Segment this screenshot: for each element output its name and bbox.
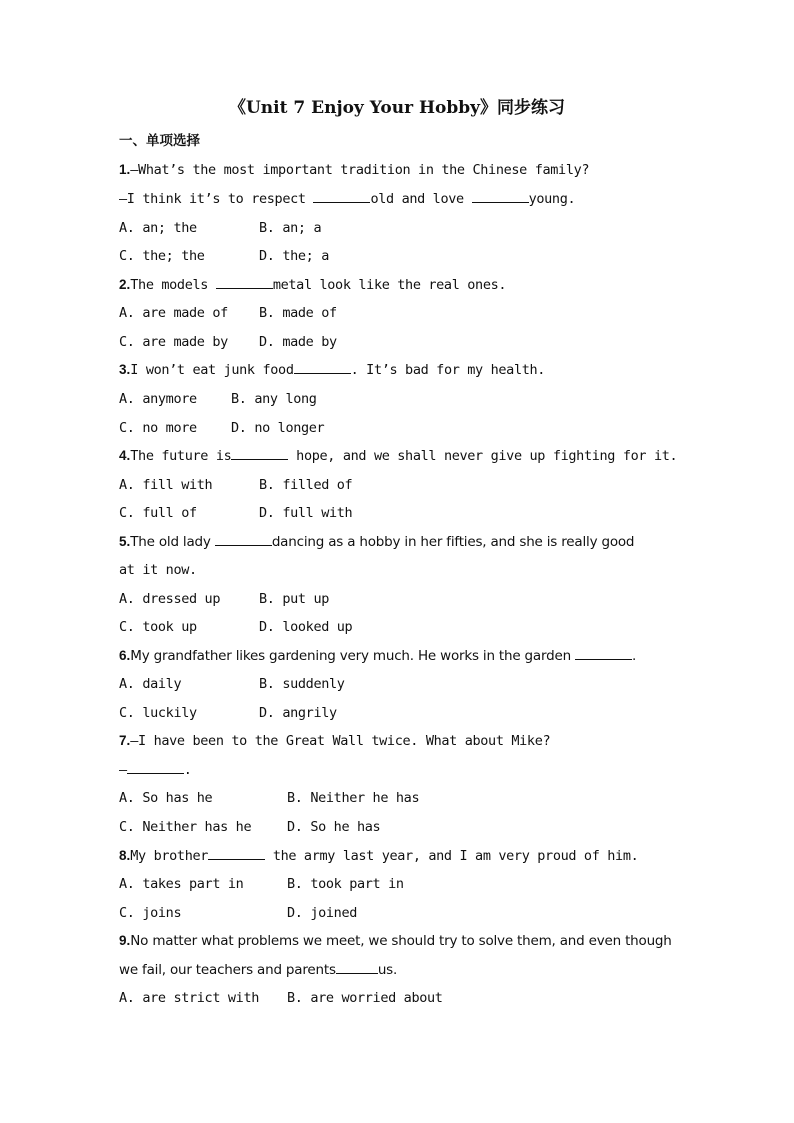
page-title: 《Unit 7 Enjoy Your Hobby》同步练习 [228, 98, 566, 118]
question-4-stem: 4.The future is hope, and we shall never give up fighting for it. [119, 444, 677, 468]
option-b[interactable]: B. put up [259, 591, 329, 607]
option-d[interactable]: D. made by [259, 334, 337, 350]
option-b[interactable]: B. filled of [259, 477, 353, 493]
question-number: 1. [119, 162, 131, 177]
question-9-stem-line-2: we fail, our teachers and parents us. [119, 958, 397, 982]
question-6-stem: 6.My grandfather likes gardening very much. He works in the garden . [119, 644, 636, 668]
question-number: 3. [119, 362, 131, 377]
question-7-stem-line-2: — . [119, 758, 192, 782]
question-1-stem-line-1: 1.—What’s the most important tradition in the Chinese family? [119, 162, 590, 178]
question-5-stem-line-1: 5.The old lady dancing as a hobby in her fifties, and she is really good [119, 530, 634, 554]
option-d[interactable]: D. joined [287, 905, 357, 921]
answer-blank[interactable] [216, 273, 273, 289]
option-d[interactable]: D. looked up [259, 619, 353, 635]
section-heading: 一、单项选择 [119, 133, 200, 149]
option-b[interactable]: B. an; a [259, 220, 322, 236]
option-d[interactable]: D. the; a [259, 248, 329, 264]
question-number: 2. [119, 277, 131, 292]
question-1-options-row-2 [119, 244, 329, 268]
question-6-options-row-1 [119, 672, 345, 696]
option-b[interactable]: B. any long [231, 391, 317, 407]
answer-blank[interactable] [575, 644, 632, 660]
question-3-options-row-2 [119, 416, 324, 440]
option-d[interactable]: D. full with [259, 505, 353, 521]
option-b[interactable]: B. suddenly [259, 676, 345, 692]
question-9-options-row-1 [119, 986, 443, 1010]
answer-blank[interactable] [208, 844, 265, 860]
option-b[interactable]: B. Neither he has [287, 790, 420, 806]
option-b[interactable]: B. are worried about [287, 990, 443, 1006]
question-1-options-row-1 [119, 216, 321, 240]
question-number: 6. [119, 648, 131, 663]
option-a[interactable]: A. fill with [119, 477, 213, 493]
question-4-options-row-2 [119, 501, 352, 525]
option-d[interactable]: D. no longer [231, 420, 325, 436]
option-a[interactable]: A. anymore [119, 391, 197, 407]
option-c[interactable]: C. are made by [119, 334, 228, 350]
question-3-options-row-1 [119, 387, 317, 411]
option-d[interactable]: D. So he has [287, 819, 381, 835]
question-8-stem: 8.My brother the army last year, and I am very proud of him. [119, 844, 638, 868]
question-7-options-row-1 [119, 786, 419, 810]
option-b[interactable]: B. took part in [287, 876, 404, 892]
option-c[interactable]: C. luckily [119, 705, 197, 721]
option-c[interactable]: C. took up [119, 619, 197, 635]
option-d[interactable]: D. angrily [259, 705, 337, 721]
question-number: 9. [119, 933, 131, 948]
option-a[interactable]: A. are made of [119, 305, 228, 321]
answer-blank[interactable] [215, 530, 272, 546]
option-c[interactable]: C. the; the [119, 248, 205, 264]
question-5-stem-line-2: at it now. [119, 562, 197, 578]
question-2-options-row-1 [119, 301, 337, 325]
question-2-options-row-2 [119, 330, 337, 354]
option-a[interactable]: A. are strict with [119, 990, 259, 1006]
option-c[interactable]: C. full of [119, 505, 197, 521]
question-3-stem: 3.I won’t eat junk food . It’s bad for my health. [119, 358, 545, 382]
question-2-stem: 2.The models metal look like the real ones. [119, 273, 506, 297]
answer-blank[interactable] [294, 358, 351, 374]
option-a[interactable]: A. daily [119, 676, 182, 692]
question-number: 4. [119, 448, 131, 463]
question-4-options-row-1 [119, 473, 352, 497]
question-6-options-row-2 [119, 701, 337, 725]
question-5-options-row-1 [119, 587, 329, 611]
option-c[interactable]: C. joins [119, 905, 182, 921]
question-7-stem-line-1: 7.—I have been to the Great Wall twice. What about Mike? [119, 733, 551, 749]
option-a[interactable]: A. So has he [119, 790, 213, 806]
question-8-options-row-2 [119, 901, 357, 925]
question-1-stem-line-2: —I think it’s to respect old and love young. [119, 187, 575, 211]
answer-blank[interactable] [313, 187, 370, 203]
option-a[interactable]: A. an; the [119, 220, 197, 236]
answer-blank[interactable] [472, 187, 529, 203]
option-a[interactable]: A. dressed up [119, 591, 221, 607]
option-b[interactable]: B. made of [259, 305, 337, 321]
question-number: 5. [119, 534, 131, 549]
answer-blank[interactable] [127, 758, 184, 774]
question-9-stem-line-1: 9.No matter what problems we meet, we should try to solve them, and even though [119, 933, 672, 949]
answer-blank[interactable] [231, 444, 288, 460]
question-5-options-row-2 [119, 615, 352, 639]
option-c[interactable]: C. no more [119, 420, 197, 436]
option-a[interactable]: A. takes part in [119, 876, 244, 892]
answer-blank[interactable] [336, 958, 378, 974]
option-c[interactable]: C. Neither has he [119, 819, 252, 835]
question-number: 8. [119, 848, 131, 863]
question-8-options-row-1 [119, 872, 404, 896]
question-7-options-row-2 [119, 815, 380, 839]
question-number: 7. [119, 733, 131, 748]
